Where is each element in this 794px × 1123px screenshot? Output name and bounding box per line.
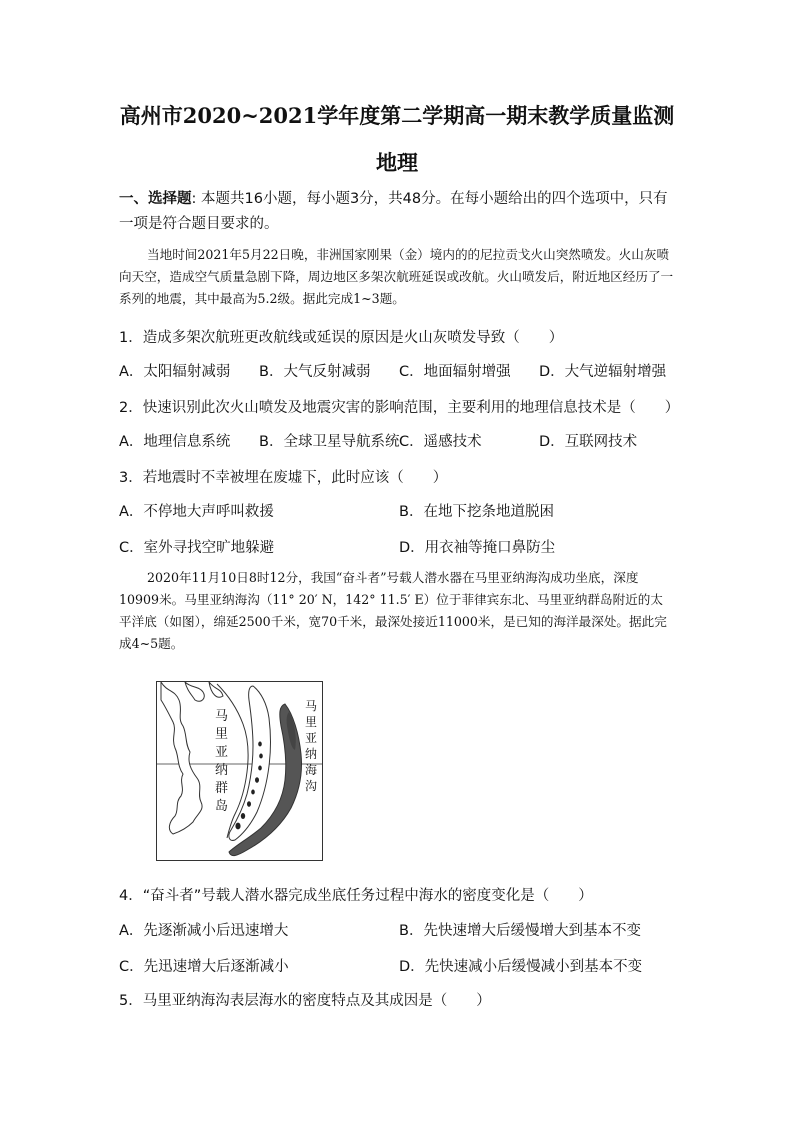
q2-option-a: A．地理信息系统 bbox=[119, 434, 231, 450]
q4-option-a: A．先逐渐减小后迅速增大 bbox=[119, 923, 289, 939]
island-dot bbox=[259, 754, 263, 759]
island-dot bbox=[258, 766, 262, 771]
island-dot bbox=[255, 777, 259, 783]
page-title: 高州市2020~2021学年度第二学期高一期末教学质量监测 bbox=[119, 103, 675, 128]
islands-label-char: 马 bbox=[215, 709, 229, 724]
western-landmass bbox=[161, 682, 202, 834]
islands-label-char: 里 bbox=[215, 727, 229, 742]
islet-top-2 bbox=[209, 682, 223, 697]
q4-option-c: C．先迅速增大后逐渐减小 bbox=[119, 959, 289, 975]
q4-option-d: D．先快速减小后缓慢减小到基本不变 bbox=[399, 959, 643, 975]
mariana-map bbox=[156, 681, 323, 861]
q2-option-d: D．互联网技术 bbox=[539, 434, 638, 450]
islands-label-char: 亚 bbox=[215, 745, 229, 760]
islet-top-1 bbox=[185, 682, 204, 701]
q4-option-b: B．先快速增大后缓慢增大到基本不变 bbox=[399, 923, 641, 939]
trench-label-char: 亚 bbox=[305, 731, 318, 745]
section-instructions: : 本题共16小题，每小题3分，共48分。在每小题给出的四个选项中，只有一项是符合题目要求的。 bbox=[119, 191, 668, 232]
islands-label-char: 群 bbox=[215, 781, 229, 796]
q3-option-c: C．室外寻找空旷地躲避 bbox=[119, 540, 275, 556]
mariana-islands-arc bbox=[229, 686, 271, 840]
q3-option-a: A．不停地大声呼叫救援 bbox=[119, 504, 274, 520]
passage-2: 2020年11月10日8时12分，我国“奋斗者”号载人潜水器在马里亚纳海沟成功坐底，深度10909米。马里亚纳海沟（11° 20′ N，142° 11.5′ E）位于菲律宾东北、马里亚纳群岛附近的太平洋底（如图），绵延2500千米，宽70千米，最深处接近11000米，是已知的海洋最深处。据此完成4~5题。 bbox=[119, 570, 667, 651]
section-heading bbox=[119, 187, 679, 237]
q1-option-d: D．大气逆辐射增强 bbox=[539, 364, 667, 380]
island-dot bbox=[241, 813, 245, 819]
mariana-map-svg bbox=[157, 682, 322, 860]
question-4-stem: 4．“奋斗者”号载人潜水器完成坐底任务过程中海水的密度变化是（ ） bbox=[119, 888, 593, 904]
subject-title: 地理 bbox=[376, 150, 418, 175]
islands-label-char: 岛 bbox=[215, 799, 229, 814]
q1-option-a: A．太阳辐射减弱 bbox=[119, 364, 231, 380]
q1-option-c: C．地面辐射增强 bbox=[399, 364, 511, 380]
trench-label-char: 沟 bbox=[305, 779, 318, 793]
island-dot bbox=[235, 823, 240, 830]
question-1-stem: 1．造成多架次航班更改航线或延误的原因是火山灰喷发导致（ ） bbox=[119, 330, 564, 346]
question-5-stem: 5．马里亚纳海沟表层海水的密度特点及其成因是（ ） bbox=[119, 993, 491, 1009]
islands-label-char: 纳 bbox=[215, 763, 229, 778]
question-2-stem: 2．快速识别此次火山喷发及地震灾害的影响范围，主要利用的地理信息技术是（ ） bbox=[119, 400, 680, 416]
island-dot bbox=[247, 801, 251, 807]
q2-option-b: B．全球卫星导航系统 bbox=[259, 434, 400, 450]
q3-option-d: D．用衣袖等掩口鼻防尘 bbox=[399, 540, 556, 556]
section-heading-label: 一、选择题 bbox=[119, 191, 192, 207]
question-3-stem: 3．若地震时不幸被埋在废墟下，此时应该（ ） bbox=[119, 470, 448, 486]
trench-label-char: 马 bbox=[305, 699, 318, 713]
island-dot bbox=[251, 790, 255, 795]
island-dot bbox=[258, 742, 262, 747]
trench-label-char: 海 bbox=[305, 763, 318, 777]
passage-1: 当地时间2021年5月22日晚，非洲国家刚果（金）境内的的尼拉贡戈火山突然喷发。火山灰喷向天空，造成空气质量急剧下降，周边地区多架次航班延误或改航。火山喷发后，附近地区经历了一系列的地震，其中最高为5.2级。据此完成1~3题。 bbox=[119, 247, 674, 306]
islands-label bbox=[215, 709, 228, 814]
q2-option-c: C．遥感技术 bbox=[399, 434, 482, 450]
trench-label-char: 纳 bbox=[305, 747, 318, 761]
trench-label-char: 里 bbox=[305, 715, 318, 729]
q3-option-b: B．在地下挖条地道脱困 bbox=[399, 504, 554, 520]
q1-option-b: B．大气反射减弱 bbox=[259, 364, 371, 380]
trench-label bbox=[305, 699, 317, 793]
